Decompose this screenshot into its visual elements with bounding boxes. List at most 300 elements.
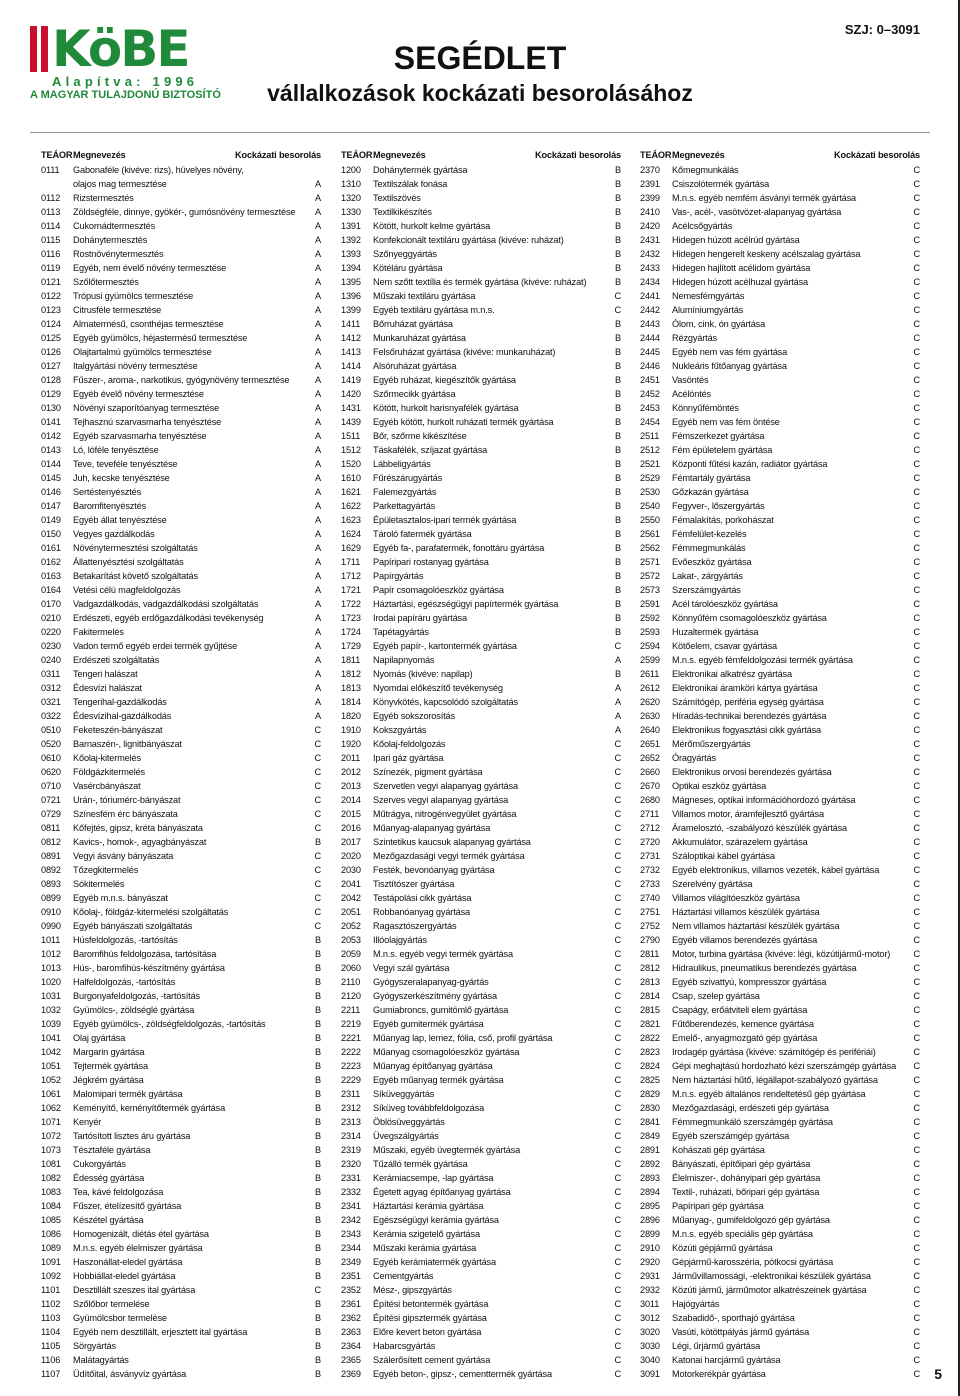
risk-class: C <box>913 837 920 847</box>
table-row <box>341 989 621 1003</box>
table-row <box>341 541 621 555</box>
activity-code: 0230 <box>41 641 61 651</box>
activity-code: 2221 <box>341 1033 361 1043</box>
activity-code: 0891 <box>41 851 61 861</box>
activity-name: Vasércbányászat <box>73 781 141 791</box>
activity-code: 2229 <box>341 1075 361 1085</box>
activity-code: 0812 <box>41 837 61 847</box>
table-row <box>41 765 321 779</box>
risk-class: C <box>913 249 920 259</box>
table-row <box>41 737 321 751</box>
activity-name: Baromfihús feldolgozása, tartósítása <box>73 949 217 959</box>
risk-class: C <box>913 179 920 189</box>
table-row <box>640 849 920 863</box>
table-row <box>341 1353 621 1367</box>
risk-class: A <box>315 501 321 511</box>
activity-code: 2823 <box>640 1047 660 1057</box>
table-row <box>640 1115 920 1129</box>
table-row <box>640 891 920 905</box>
risk-class: C <box>314 879 321 889</box>
header-risk: Kockázati besorolás <box>834 150 920 160</box>
table-row <box>640 765 920 779</box>
table-row <box>341 639 621 653</box>
risk-class: C <box>913 865 920 875</box>
activity-code: 2920 <box>640 1257 660 1267</box>
risk-class: B <box>615 193 621 203</box>
activity-code: 1624 <box>341 529 361 539</box>
activity-code: 1102 <box>41 1299 61 1309</box>
activity-code <box>41 177 73 191</box>
table-row <box>341 569 621 583</box>
activity-code: 3012 <box>640 1313 660 1323</box>
risk-class: C <box>913 1229 920 1239</box>
activity-name: Egészségügyi kerámia gyártása <box>373 1215 499 1225</box>
risk-class: B <box>315 1229 321 1239</box>
risk-class: A <box>315 585 321 595</box>
table-header <box>341 148 621 163</box>
activity-name: Színezék, pigment gyártása <box>373 767 483 777</box>
table-row <box>341 513 621 527</box>
table-row <box>341 863 621 877</box>
activity-name: Sörgyártás <box>73 1341 116 1351</box>
risk-class: A <box>315 319 321 329</box>
logo-tagline: A MAGYAR TULAJDONÚ BIZTOSÍTÓ <box>30 89 221 101</box>
table-row <box>640 289 920 303</box>
risk-class: C <box>614 1089 621 1099</box>
activity-name: Elektronikus orvosi berendezés gyártása <box>672 767 832 777</box>
table-row <box>640 597 920 611</box>
risk-class: C <box>614 305 621 315</box>
table-header <box>41 148 321 163</box>
activity-code: 0115 <box>41 235 61 245</box>
activity-name: Malátagyártás <box>73 1355 129 1365</box>
activity-name: Testápolási cikk gyártása <box>373 893 472 903</box>
activity-code: 2521 <box>640 459 660 469</box>
table-row <box>41 891 321 905</box>
activity-name: Textil-, ruházati, bőripari gép gyártása <box>672 1187 820 1197</box>
table-row <box>341 975 621 989</box>
header-code: TEÁOR <box>41 150 73 160</box>
activity-code: 2311 <box>341 1089 361 1099</box>
table-row <box>41 835 321 849</box>
table-row <box>341 219 621 233</box>
table-row <box>640 1143 920 1157</box>
activity-code: 2014 <box>341 795 361 805</box>
activity-name: Nem villamos háztartási készülék gyártása <box>672 921 840 931</box>
table-row <box>41 1353 321 1367</box>
activity-name: Szervetlen vegyi alapanyag gyártása <box>373 781 518 791</box>
activity-code: 0130 <box>41 403 61 413</box>
table-row <box>41 191 321 205</box>
risk-class: B <box>315 1117 321 1127</box>
activity-code: 0321 <box>41 697 61 707</box>
activity-code: 1391 <box>341 221 361 231</box>
activity-code: 1394 <box>341 263 361 273</box>
table-row <box>41 289 321 303</box>
activity-code: 1723 <box>341 613 361 623</box>
activity-code: 0145 <box>41 473 61 483</box>
risk-class: A <box>315 277 321 287</box>
table-row <box>41 961 321 975</box>
risk-class: C <box>913 809 920 819</box>
table-row <box>41 1311 321 1325</box>
activity-name: Kőfejtés, gipsz, kréta bányászata <box>73 823 203 833</box>
table-row <box>41 499 321 513</box>
risk-class: C <box>913 305 920 315</box>
risk-class: B <box>315 1257 321 1267</box>
activity-code: 2016 <box>341 823 361 833</box>
activity-code: 2571 <box>640 557 660 567</box>
activity-name: M.n.s. egyéb általános rendeltetésű gép gyártása <box>672 1089 866 1099</box>
activity-code: 2344 <box>341 1243 361 1253</box>
activity-name: Építési betontermék gyártása <box>373 1299 489 1309</box>
table-row <box>341 1073 621 1087</box>
activity-name: Gyógyszerkészítmény gyártása <box>373 991 497 1001</box>
risk-class: C <box>913 1243 920 1253</box>
activity-name: Tea, kávé feldolgozása <box>73 1187 164 1197</box>
activity-name: Fűtőberendezés, kemence gyártása <box>672 1019 814 1029</box>
risk-class: C <box>913 459 920 469</box>
activity-code: 2110 <box>341 977 361 987</box>
logo-wordmark: KöBE <box>52 20 189 78</box>
activity-code: 2445 <box>640 347 660 357</box>
table-row <box>41 723 321 737</box>
activity-name: Szőlőtermesztés <box>73 277 139 287</box>
table-row <box>41 1059 321 1073</box>
activity-code: 2732 <box>640 865 660 875</box>
table-row <box>640 1087 920 1101</box>
risk-class: A <box>315 417 321 427</box>
activity-code: 2364 <box>341 1341 361 1351</box>
activity-code: 2680 <box>640 795 660 805</box>
risk-class: C <box>614 893 621 903</box>
table-row <box>640 625 920 639</box>
activity-code: 1061 <box>41 1089 61 1099</box>
table-row <box>41 1073 321 1087</box>
risk-class: C <box>614 837 621 847</box>
table-row <box>41 555 321 569</box>
activity-name: Fémmegmunkálás <box>672 543 746 553</box>
table-row <box>341 653 621 667</box>
table-row <box>341 387 621 401</box>
risk-class: A <box>315 235 321 245</box>
activity-code: 2573 <box>640 585 660 595</box>
activity-name: Kőolaj-kitermelés <box>73 753 141 763</box>
activity-name: Húsfeldolgozás, -tartósítás <box>73 935 178 945</box>
risk-class: A <box>315 571 321 581</box>
table-row <box>640 317 920 331</box>
activity-code: 2630 <box>640 711 660 721</box>
activity-name: Szőrmecikk gyártása <box>373 389 456 399</box>
risk-class: C <box>913 221 920 231</box>
activity-name: Halfeldolgozás, -tartósítás <box>73 977 176 987</box>
table-row <box>41 205 321 219</box>
activity-code: 0510 <box>41 725 61 735</box>
activity-code: 3020 <box>640 1327 660 1337</box>
table-row <box>640 1367 920 1381</box>
activity-name: M.n.s. egyéb speciális gép gyártása <box>672 1229 813 1239</box>
table-row <box>341 765 621 779</box>
table-row <box>640 905 920 919</box>
activity-code: 2222 <box>341 1047 361 1057</box>
activity-code: 0729 <box>41 809 61 819</box>
activity-name: Csiszolótermék gyártása <box>672 179 770 189</box>
activity-name: Urán-, tóriumérc-bányászat <box>73 795 181 805</box>
risk-class: C <box>913 711 920 721</box>
activity-code: 0127 <box>41 361 61 371</box>
risk-class: A <box>315 515 321 525</box>
activity-code: 2592 <box>640 613 660 623</box>
risk-class: A <box>315 613 321 623</box>
activity-code: 2892 <box>640 1159 660 1169</box>
activity-code: 2349 <box>341 1257 361 1267</box>
table-row <box>341 1227 621 1241</box>
table-row <box>341 1087 621 1101</box>
risk-class: C <box>913 543 920 553</box>
activity-name: Központi fűtési kazán, radiátor gyártása <box>672 459 828 469</box>
table-row <box>640 975 920 989</box>
header-code: TEÁOR <box>640 150 672 160</box>
table-row <box>640 1185 920 1199</box>
table-row <box>640 919 920 933</box>
activity-code: 0240 <box>41 655 61 665</box>
table-row <box>41 1241 321 1255</box>
activity-name: Huzaltermék gyártása <box>672 627 759 637</box>
risk-class: C <box>614 921 621 931</box>
table-row <box>640 233 920 247</box>
activity-code: 1520 <box>341 459 361 469</box>
activity-name: Háztartási villamos készülék gyártása <box>672 907 820 917</box>
table-row <box>41 1325 321 1339</box>
activity-code: 1414 <box>341 361 361 371</box>
activity-name: Fémszerkezet gyártása <box>672 431 765 441</box>
table-row <box>341 443 621 457</box>
table-row <box>640 1353 920 1367</box>
risk-class: B <box>315 1047 321 1057</box>
activity-name: Műanyag lap, lemez, fólia, cső, profil gyártása <box>373 1033 553 1043</box>
table-row <box>640 303 920 317</box>
risk-class: C <box>913 207 920 217</box>
table-row <box>640 443 920 457</box>
table-row <box>41 359 321 373</box>
risk-class: C <box>614 879 621 889</box>
activity-code: 3091 <box>640 1369 660 1379</box>
activity-code: 2017 <box>341 837 361 847</box>
table-row <box>640 695 920 709</box>
activity-name: Erdészeti, egyéb erdőgazdálkodási tevékenység <box>73 613 264 623</box>
activity-name: Citrusféle termesztése <box>73 305 162 315</box>
risk-class: B <box>615 319 621 329</box>
risk-class: B <box>315 1201 321 1211</box>
table-row <box>41 947 321 961</box>
activity-code: 0164 <box>41 585 61 595</box>
activity-name: Kerámiacsempe, -lap gyártása <box>373 1173 494 1183</box>
risk-class: C <box>913 781 920 791</box>
table-row <box>341 709 621 723</box>
table-row <box>341 1017 621 1031</box>
table-row <box>41 933 321 947</box>
activity-name: Színesfém érc bányászata <box>73 809 178 819</box>
risk-class: B <box>315 1369 321 1379</box>
table-row <box>640 359 920 373</box>
activity-name: Fémmegmunkáló szerszámgép gyártása <box>672 1117 833 1127</box>
risk-class: B <box>615 179 621 189</box>
activity-name: M.n.s. egyéb nemfém ásványi termék gyártása <box>672 193 857 203</box>
activity-name: Elektronikai áramköri kártya gyártása <box>672 683 818 693</box>
activity-code: 1419 <box>341 375 361 385</box>
activity-code: 2660 <box>640 767 660 777</box>
table-row <box>41 513 321 527</box>
risk-class: B <box>315 1145 321 1155</box>
risk-class: B <box>315 1089 321 1099</box>
table-row <box>341 961 621 975</box>
risk-class: C <box>913 1215 920 1225</box>
activity-code: 0124 <box>41 319 61 329</box>
activity-name: Növénytermesztési szolgáltatás <box>73 543 198 553</box>
risk-class: C <box>913 879 920 889</box>
risk-class: C <box>314 865 321 875</box>
risk-class: C <box>913 1005 920 1015</box>
table-row <box>640 457 920 471</box>
activity-code: 0893 <box>41 879 61 889</box>
risk-class: C <box>913 1019 920 1029</box>
header-code: TEÁOR <box>341 150 373 160</box>
risk-class: C <box>913 571 920 581</box>
activity-name: Vegyi szál gyártása <box>373 963 450 973</box>
risk-class: C <box>913 1271 920 1281</box>
risk-class: C <box>913 977 920 987</box>
activity-name: Festék, bevonóanyag gyártása <box>373 865 495 875</box>
risk-class: C <box>913 1173 920 1183</box>
activity-code: 2030 <box>341 865 361 875</box>
risk-class: C <box>614 1313 621 1323</box>
table-row <box>640 527 920 541</box>
activity-code: 0899 <box>41 893 61 903</box>
risk-class: C <box>913 361 920 371</box>
table-row <box>341 1115 621 1129</box>
table-row <box>341 793 621 807</box>
activity-code: 0112 <box>41 193 61 203</box>
activity-name: Szőnyeggyártás <box>373 249 437 259</box>
activity-code: 2410 <box>640 207 660 217</box>
table-row <box>640 723 920 737</box>
risk-class: C <box>913 627 920 637</box>
activity-name: Vadgazdálkodás, vadgazdálkodási szolgáltatás <box>73 599 259 609</box>
activity-name: Kerámia szigetelő gyártása <box>373 1229 480 1239</box>
activity-name: Édesvízi halászat <box>73 683 142 693</box>
activity-code: 1411 <box>341 319 361 329</box>
activity-name: M.n.s. egyéb fémfeldolgozási termék gyártása <box>672 655 853 665</box>
table-row <box>41 667 321 681</box>
table-row <box>41 345 321 359</box>
activity-code: 3011 <box>640 1299 660 1309</box>
activity-code: 1104 <box>41 1327 61 1337</box>
activity-code: 2053 <box>341 935 361 945</box>
activity-name: Tapétagyártás <box>373 627 429 637</box>
activity-name: Háztartási, egészségügyi papírtermék gyártása <box>373 599 559 609</box>
activity-code: 1920 <box>341 739 361 749</box>
activity-code: 0210 <box>41 613 61 623</box>
risk-class: A <box>615 725 621 735</box>
activity-name: Egyéb gyümölcs, héjastermésű termesztése <box>73 333 248 343</box>
activity-code: 2530 <box>640 487 660 497</box>
risk-class: A <box>315 599 321 609</box>
risk-class: B <box>615 613 621 623</box>
table-row <box>640 807 920 821</box>
activity-code: 1721 <box>341 585 361 595</box>
activity-code: 1310 <box>341 179 361 189</box>
activity-name: Könnyűfémöntés <box>672 403 739 413</box>
activity-code: 0125 <box>41 333 61 343</box>
activity-code: 2342 <box>341 1215 361 1225</box>
activity-name: Juh, kecske tenyésztése <box>73 473 170 483</box>
risk-class: C <box>314 907 321 917</box>
activity-code: 1092 <box>41 1271 61 1281</box>
activity-code: 1320 <box>341 193 361 203</box>
activity-name: Konfekcionált textiláru gyártása (kivéve: ruházat) <box>373 235 564 245</box>
table-row <box>41 821 321 835</box>
risk-class: C <box>913 1285 920 1295</box>
table-row <box>341 275 621 289</box>
activity-code: 1722 <box>341 599 361 609</box>
table-row <box>41 233 321 247</box>
risk-class: B <box>615 459 621 469</box>
activity-name: Egyéb m.n.s. bányászat <box>73 893 168 903</box>
risk-class: C <box>913 1131 920 1141</box>
risk-class: C <box>913 319 920 329</box>
activity-name: Áramelosztó, -szabályozó készülék gyártása <box>672 823 847 833</box>
activity-name: Üdítőital, ásványvíz gyártása <box>73 1369 187 1379</box>
risk-class: C <box>913 739 920 749</box>
risk-class: C <box>614 1285 621 1295</box>
table-row <box>341 1171 621 1185</box>
header-risk: Kockázati besorolás <box>535 150 621 160</box>
risk-class: C <box>614 977 621 987</box>
activity-name: Gépi meghajtású hordozható kézi szerszámgép gyártása <box>672 1061 897 1071</box>
risk-class: B <box>315 1005 321 1015</box>
risk-class: A <box>315 529 321 539</box>
activity-code: 2740 <box>640 893 660 903</box>
risk-class: B <box>615 445 621 455</box>
risk-class: A <box>315 263 321 273</box>
activity-code: 2313 <box>341 1117 361 1127</box>
activity-name: Műszaki, egyéb üvegtermék gyártása <box>373 1145 521 1155</box>
risk-class: C <box>913 1355 920 1365</box>
table-row <box>640 751 920 765</box>
activity-name: Haszonállat-eledel gyártása <box>73 1257 183 1267</box>
table-row <box>341 877 621 891</box>
risk-class: B <box>315 1033 321 1043</box>
table-row <box>640 961 920 975</box>
risk-class: B <box>615 599 621 609</box>
activity-code: 2540 <box>640 501 660 511</box>
activity-name: Nem szőtt textília és termék gyártása (kivéve: ruházat) <box>373 277 587 287</box>
risk-class: C <box>614 1075 621 1085</box>
activity-name: Hidraulikus, pneumatikus berendezés gyártása <box>672 963 857 973</box>
risk-class: C <box>614 739 621 749</box>
activity-code: 1724 <box>341 627 361 637</box>
activity-name: Illóolajgyártás <box>373 935 427 945</box>
table-row <box>41 373 321 387</box>
activity-code: 1712 <box>341 571 361 581</box>
activity-code: 0144 <box>41 459 61 469</box>
activity-name: Cukornádtermesztés <box>73 221 156 231</box>
risk-class: C <box>913 473 920 483</box>
risk-class: C <box>913 417 920 427</box>
activity-name: Kokszgyártás <box>373 725 427 735</box>
risk-class: B <box>615 585 621 595</box>
activity-code: 1071 <box>41 1117 61 1127</box>
